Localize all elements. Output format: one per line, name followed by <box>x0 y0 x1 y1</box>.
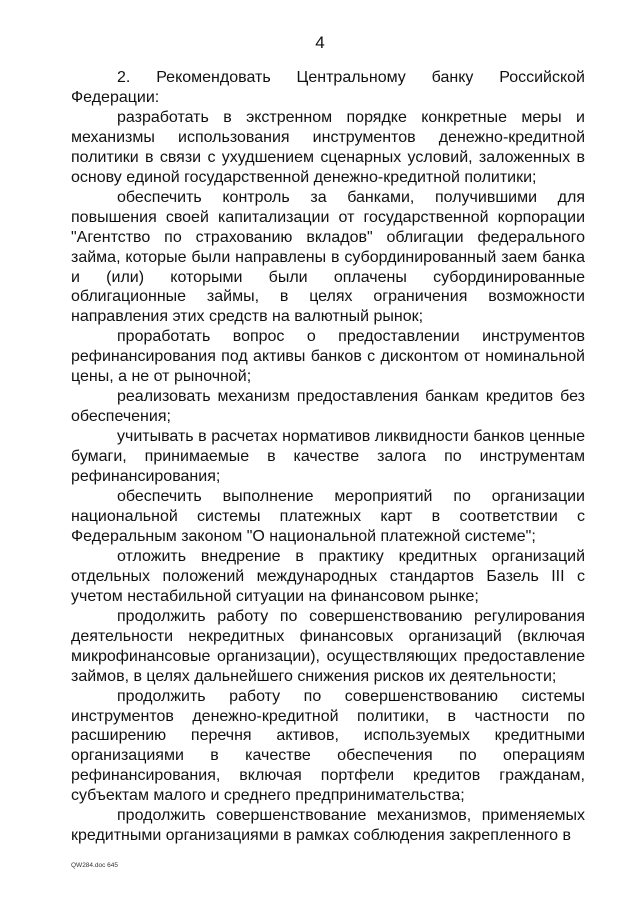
paragraph-item: учитывать в расчетах нормативов ликвидности банков ценные бумаги, принимаемые в качестве залога по инструментам рефинансирования; <box>71 428 585 486</box>
paragraph-item: обеспечить выполнение мероприятий по организации национальной системы платежных карт в соответствии с Федеральным законом "О национальной платежной системе"; <box>71 488 585 545</box>
paragraph-item: отложить внедрение в практику кредитных организаций отдельных положений международных стандартов Базель III с учетом нестабильной ситуации на финансовом рынке; <box>71 547 585 605</box>
paragraph-item: проработать вопрос о предоставлении инструментов рефинансирования под активы банков с дисконтом от номинальной цены, а не от рыночной; <box>71 328 585 386</box>
page-number: 4 <box>315 33 325 52</box>
footer-document-code: QW284.doc 645 <box>71 862 118 869</box>
paragraph-item: разработать в экстренном порядке конкретные меры и механизмы использования инструментов денежно-кредитной политики в связи с ухудшением сценарных условий, заложенных в основу единой государственной денежно-кредитной политики; <box>71 108 585 186</box>
paragraph-recommendation-heading: 2. Рекомендовать Центральному банку Российской Федерации: <box>71 69 585 106</box>
paragraph-item: продолжить работу по совершенствованию регулирования деятельности некредитных финансовых организаций (включая микрофинансовые организации), осуществляющих предоставление займов, в целях дальнейшего снижения рисков их деятельности; <box>71 607 585 685</box>
paragraph-item: продолжить совершенствование механизмов, применяемых кредитными организациями в рамках соблюдения закрепленного в <box>71 807 585 845</box>
paragraph-item: обеспечить контроль за банками, получившими для повышения своей капитализации от государственной корпорации "Агентство по страхованию вкладов" облигации федерального займа, которые были направлены в субординированный заем банка и (или) которыми были оплачены субординированные облигационные займы, в целях ограничения возможности направления этих средств на валютный рынок; <box>71 188 585 326</box>
paragraph-item: продолжить работу по совершенствованию системы инструментов денежно-кредитной политики, в частности по расширению перечня активов, используемых кредитными организациями в качестве обеспечения по операциям рефинансирования, включая портфели кредитов гражданам, субъектам малого и среднего предпринимательства; <box>71 687 585 805</box>
paragraph-item: реализовать механизм предоставления банкам кредитов без обеспечения; <box>71 388 585 426</box>
document-body <box>71 68 585 846</box>
